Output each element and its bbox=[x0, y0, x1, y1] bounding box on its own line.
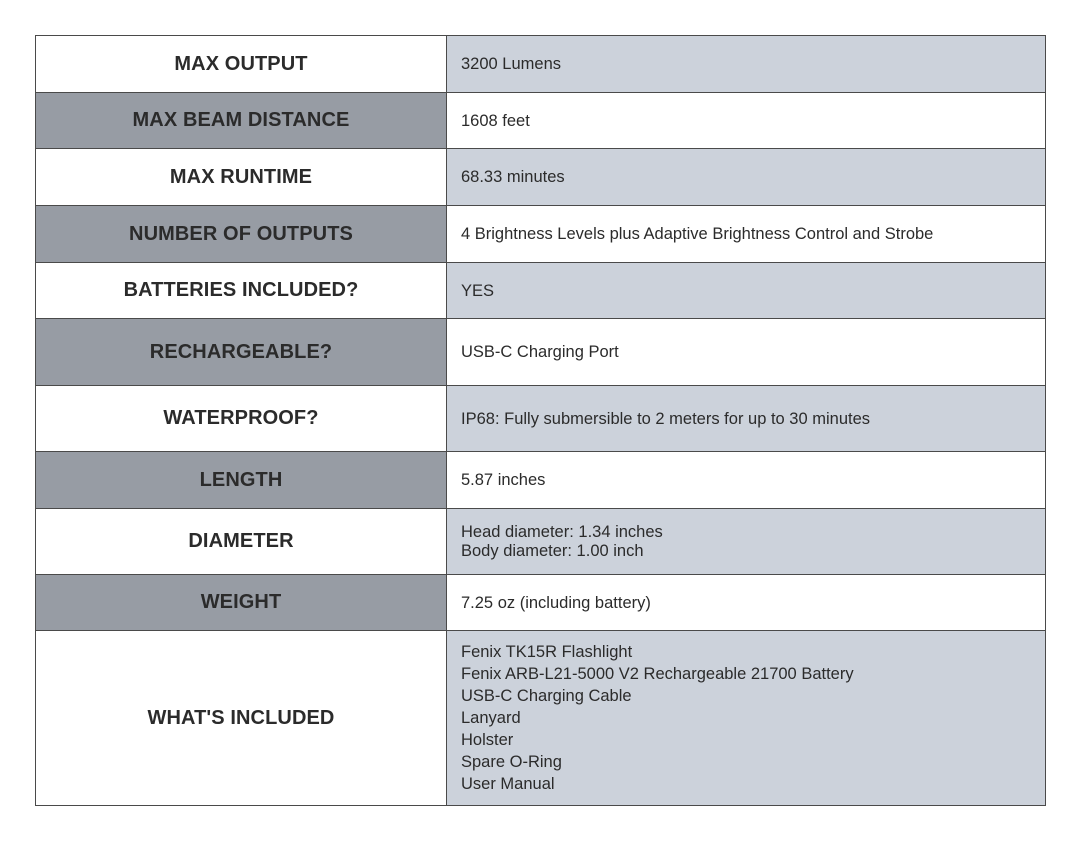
spec-value bbox=[447, 631, 1046, 806]
spec-table bbox=[35, 35, 1046, 806]
spec-value: 4 Brightness Levels plus Adaptive Brightness Control and Strobe bbox=[447, 206, 1046, 263]
spec-label: MAX BEAM DISTANCE bbox=[36, 93, 447, 149]
spec-row-max-output bbox=[36, 36, 1046, 93]
included-item: Spare O-Ring bbox=[461, 753, 562, 771]
spec-row-number-of-outputs bbox=[36, 206, 1046, 263]
spec-label: LENGTH bbox=[36, 452, 447, 509]
included-item: Lanyard bbox=[461, 709, 521, 727]
spec-value: 7.25 oz (including battery) bbox=[447, 575, 1046, 631]
included-item: Fenix ARB-L21-5000 V2 Rechargeable 21700 Battery bbox=[461, 665, 854, 683]
spec-value: 1608 feet bbox=[447, 93, 1046, 149]
spec-row-max-runtime bbox=[36, 149, 1046, 206]
spec-label: MAX RUNTIME bbox=[36, 149, 447, 206]
spec-label: WHAT'S INCLUDED bbox=[36, 631, 447, 806]
spec-value-line: Head diameter: 1.34 inches bbox=[461, 522, 663, 541]
spec-row-weight bbox=[36, 575, 1046, 631]
spec-label: MAX OUTPUT bbox=[36, 36, 447, 93]
spec-value: IP68: Fully submersible to 2 meters for up to 30 minutes bbox=[447, 386, 1046, 452]
spec-value: 5.87 inches bbox=[447, 452, 1046, 509]
spec-label: NUMBER OF OUTPUTS bbox=[36, 206, 447, 263]
spec-value bbox=[447, 509, 1046, 575]
spec-row-max-beam-distance bbox=[36, 93, 1046, 149]
included-item: User Manual bbox=[461, 775, 555, 793]
spec-value: 68.33 minutes bbox=[447, 149, 1046, 206]
spec-row-length bbox=[36, 452, 1046, 509]
included-item: USB-C Charging Cable bbox=[461, 687, 632, 705]
spec-value: YES bbox=[447, 263, 1046, 319]
spec-label: DIAMETER bbox=[36, 509, 447, 575]
spec-label: RECHARGEABLE? bbox=[36, 319, 447, 386]
spec-label: BATTERIES INCLUDED? bbox=[36, 263, 447, 319]
spec-value: USB-C Charging Port bbox=[447, 319, 1046, 386]
spec-row-waterproof bbox=[36, 386, 1046, 452]
spec-value: 3200 Lumens bbox=[447, 36, 1046, 93]
included-item: Fenix TK15R Flashlight bbox=[461, 643, 633, 661]
spec-value-line: Body diameter: 1.00 inch bbox=[461, 541, 644, 560]
included-item: Holster bbox=[461, 731, 514, 749]
spec-row-whats-included bbox=[36, 631, 1046, 806]
spec-label: WEIGHT bbox=[36, 575, 447, 631]
spec-row-rechargeable bbox=[36, 319, 1046, 386]
spec-row-batteries-included bbox=[36, 263, 1046, 319]
spec-label: WATERPROOF? bbox=[36, 386, 447, 452]
spec-row-diameter bbox=[36, 509, 1046, 575]
